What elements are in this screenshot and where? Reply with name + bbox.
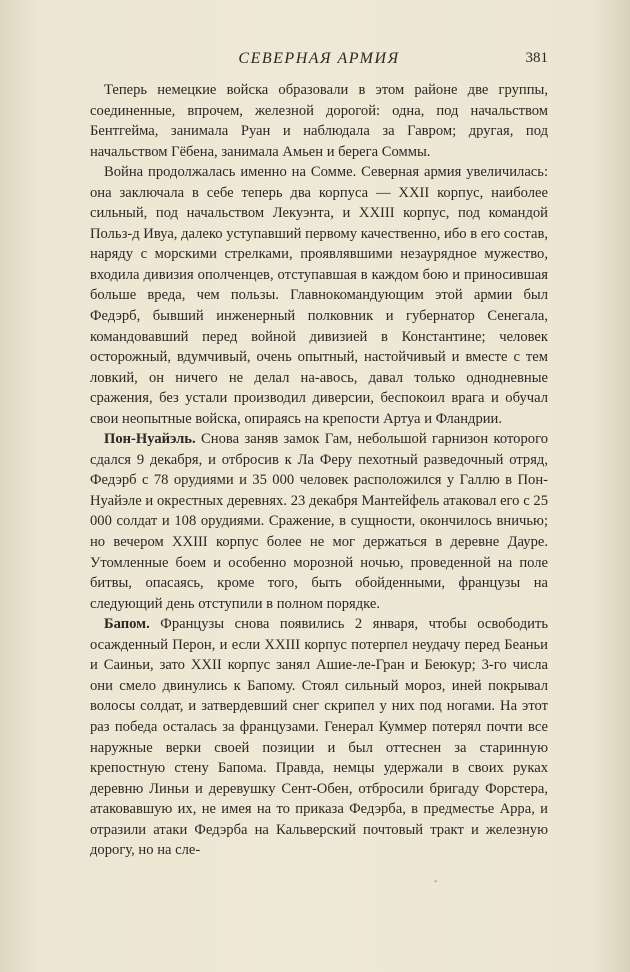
paragraph [90,162,548,429]
page-header [90,50,548,72]
paragraph-text: Снова заняв замок Гам, небольшой гарнизон которого сдался 9 декабря, и отбросив к Ла Феру пехотный разведочный отряд, Федэрб с 78 орудиями и 35 000 человек расположился у Галлю в Пон-Нуайэле и окрестных деревнях. 23 декабря Мантейфель атаковал его с 25 000 солдат и 108 орудиями. Сражение, в сущности, окончилось вничью; но вечером XXIII корпус более не мог держаться в деревне Дауре. Утомленные боем и особенно морозной ночью, проведенной на поле битвы, опасаясь, кроме того, быть обойденными, французы на следующий день отступили в полном порядке. [90,431,548,612]
running-title: СЕВЕРНАЯ АРМИЯ [238,50,400,67]
paragraph [90,429,548,614]
paragraph [90,80,548,162]
body-text [90,80,548,861]
paragraph-text: Французы снова появились 2 января, чтобы освободить осажденный Перон, и если XXIII корпус потерпел неудачу перед Беаньи и Саиньи, зато XXII корпус занял Ашие-ле-Гран и Беюкур; 3-го числа они смело двинулись к Бапому. Стоял сильный мороз, иней покрывал волосы солдат, и затвердевший снег скрипел у них под ногами. На этот раз победа осталась за французами. Генерал Куммер потерял почти все наружные верки своей позиции и был оттеснен за старинную крепостную стену Бапома. Правда, немцы удержали в своих руках деревню Линьи и деревушку Сент-Обен, отбросили бригаду Форстера, атаковавшую их, не имея на то приказа Федэрба, в предместье Арра, и отразили атаки Федэрба на Кальверский почтовый тракт и железную дорогу, но на сле- [90,616,548,859]
paragraph-text: Теперь немецкие войска образовали в этом районе две группы, соединенные, впрочем, железной дорогой: одна, под начальством Бентгейма, занимала Руан и наблюдала за Гавром; другая, под начальством Гёбена, занимала Амьен и берега Соммы. [90,82,548,160]
page-number: 381 [525,50,548,66]
paragraph-runin-heading: Пон-Нуайэль. [104,431,196,448]
paragraph [90,614,548,861]
footer-mark: - [434,876,438,887]
paragraph-runin-heading: Бапом. [104,616,150,633]
paragraph-text: Война продолжалась именно на Сомме. Северная армия увеличилась: она заключала в себе теперь два корпуса — XXII корпус, наиболее сильный, под начальством Лекуэнта, и XXIII корпус, под командой Польз-д Ивуа, далеко уступавший первому качественно, ибо в его состав, наряду с морскими стрелками, проявлявшими незаурядное мужество, входила дивизия ополченцев, отступавшая в каждом бою и приносившая больше вреда, чем пользы. Главнокомандующим этой армии был Федэрб, бывший инженерный полковник и губернатор Сенегала, командовавший перед войной дивизией в Константине; человек осторожный, вдумчивый, очень опытный, настойчивый и вместе с тем ловкий, он ничего не делал на-авось, давал только однодневные сражения, без устали производил диверсии, беспокоил врага и обучал свои неопытные войска, опираясь на крепости Артуа и Фландрии. [90,164,548,427]
